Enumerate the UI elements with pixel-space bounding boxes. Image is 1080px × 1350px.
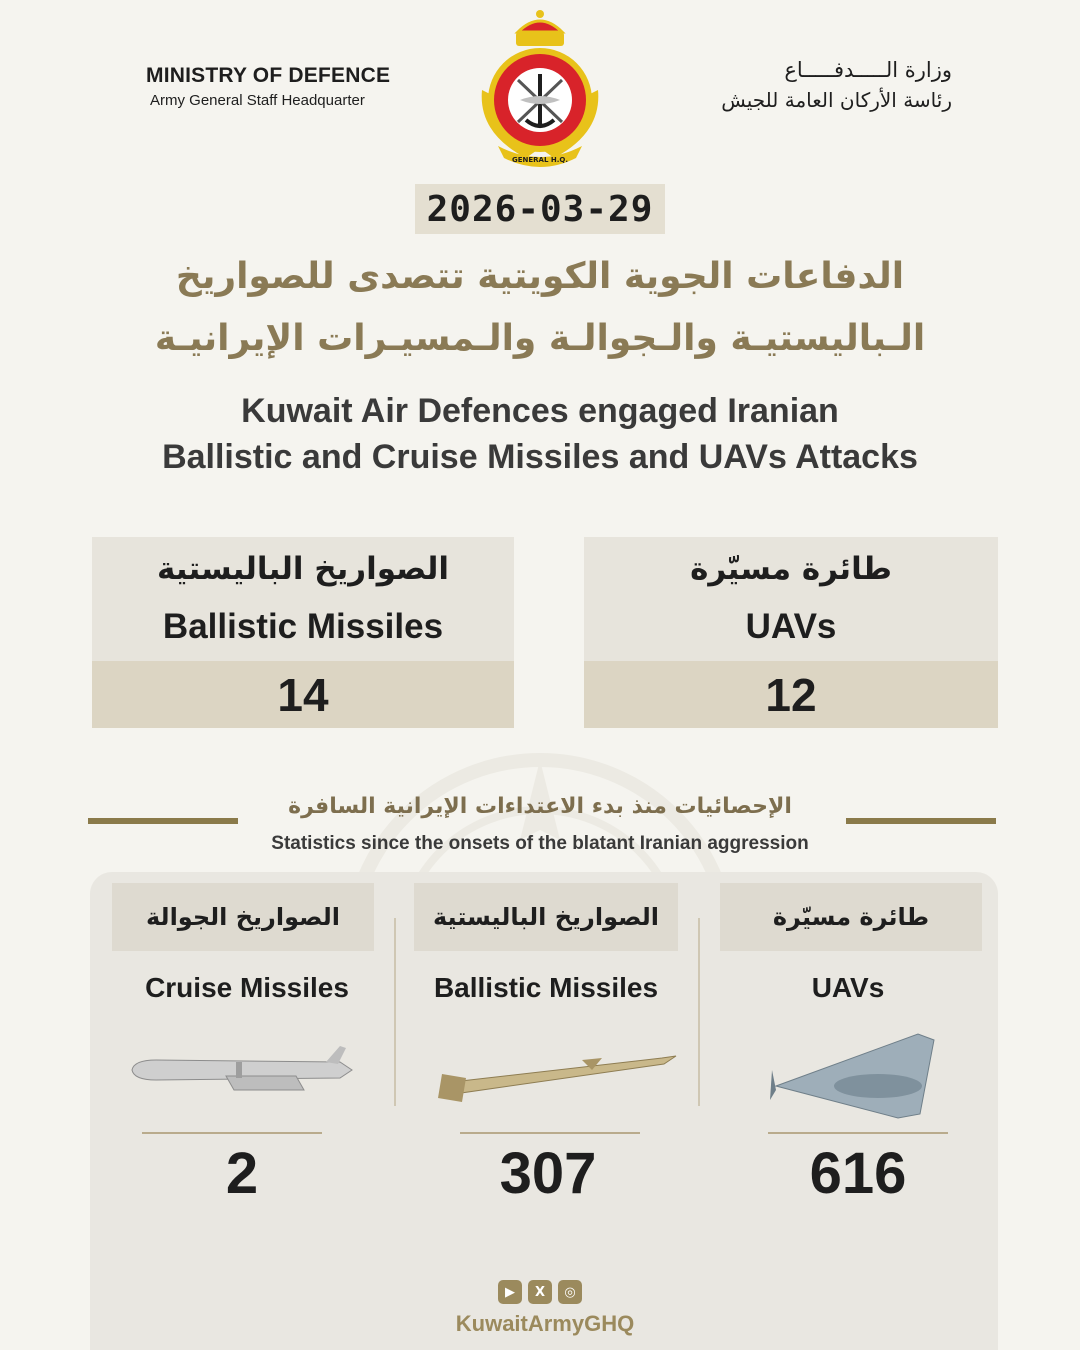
today-uav-label-ar: طائرة مسيّرة [690, 551, 892, 587]
ministry-subtitle-ar: رئاسة الأركان العامة للجيش [721, 88, 952, 112]
today-uav-card [584, 537, 998, 661]
headline-en-line2: Ballistic and Cruise Missiles and UAVs Attacks [162, 438, 918, 476]
ministry-title-en: MINISTRY OF DEFENCE [146, 64, 391, 87]
cruise-label-en: Cruise Missiles [145, 972, 349, 1003]
social-links [498, 1280, 582, 1304]
headline-ar-line2: الـباليستيـة والـجوالـة والـمسيـرات الإيرانيـة [154, 318, 926, 359]
cruise-label-ar: الصواريخ الجوالة [112, 883, 374, 951]
instagram-icon[interactable]: ◎ [558, 1280, 582, 1304]
social-handle[interactable]: KuwaitArmyGHQ [455, 1311, 635, 1336]
ballistic-label-en: Ballistic Missiles [433, 972, 659, 1003]
ballistic-missile-icon [432, 1040, 682, 1108]
stats-heading-en: Statistics since the onsets of the blatant Iranian aggression [271, 833, 809, 854]
headline-ar-line1: الدفاعات الجوية الكويتية تتصدى للصواريخ [175, 256, 905, 297]
cruise-divider [142, 1132, 322, 1134]
today-uav-label-en: UAVs [745, 607, 837, 646]
column-separator [394, 918, 396, 1106]
x-icon[interactable]: X [528, 1280, 552, 1304]
uav-label-en: UAVs [811, 972, 885, 1003]
ballistic-divider [460, 1132, 640, 1134]
youtube-icon[interactable]: ▶ [498, 1280, 522, 1304]
drone-icon [768, 1030, 936, 1120]
svg-text:GENERAL H.Q.: GENERAL H.Q. [512, 156, 568, 164]
uav-divider [768, 1132, 948, 1134]
uav-label-ar: طائرة مسيّرة [720, 883, 982, 951]
today-ballistic-label-en: Ballistic Missiles [162, 607, 444, 646]
today-uav-count: 12 [584, 661, 998, 728]
today-ballistic-card [92, 537, 514, 661]
headline-en-line1: Kuwait Air Defences engaged Iranian [241, 392, 839, 430]
stats-rule-left [88, 818, 238, 824]
ballistic-label-ar: الصواريخ الباليستية [414, 883, 678, 951]
ministry-title-ar: وزارة الـــــدفـــــاع [784, 58, 952, 82]
today-ballistic-count: 14 [92, 661, 514, 728]
ballistic-count: 307 [499, 1141, 597, 1206]
column-separator [698, 918, 700, 1106]
stats-heading-ar: الإحصائيات منذ بدء الاعتداءات الإيرانية السافرة [288, 794, 792, 819]
report-date: 2026-03-29 [415, 184, 665, 234]
general-hq-emblem [468, 8, 612, 168]
cruise-missile-icon [126, 1040, 358, 1100]
cruise-count: 2 [225, 1141, 259, 1206]
uav-count: 616 [809, 1141, 907, 1206]
ministry-subtitle-en: Army General Staff Headquarter [150, 92, 365, 109]
stats-rule-right [846, 818, 996, 824]
today-ballistic-label-ar: الصواريخ الباليستية [156, 551, 449, 587]
